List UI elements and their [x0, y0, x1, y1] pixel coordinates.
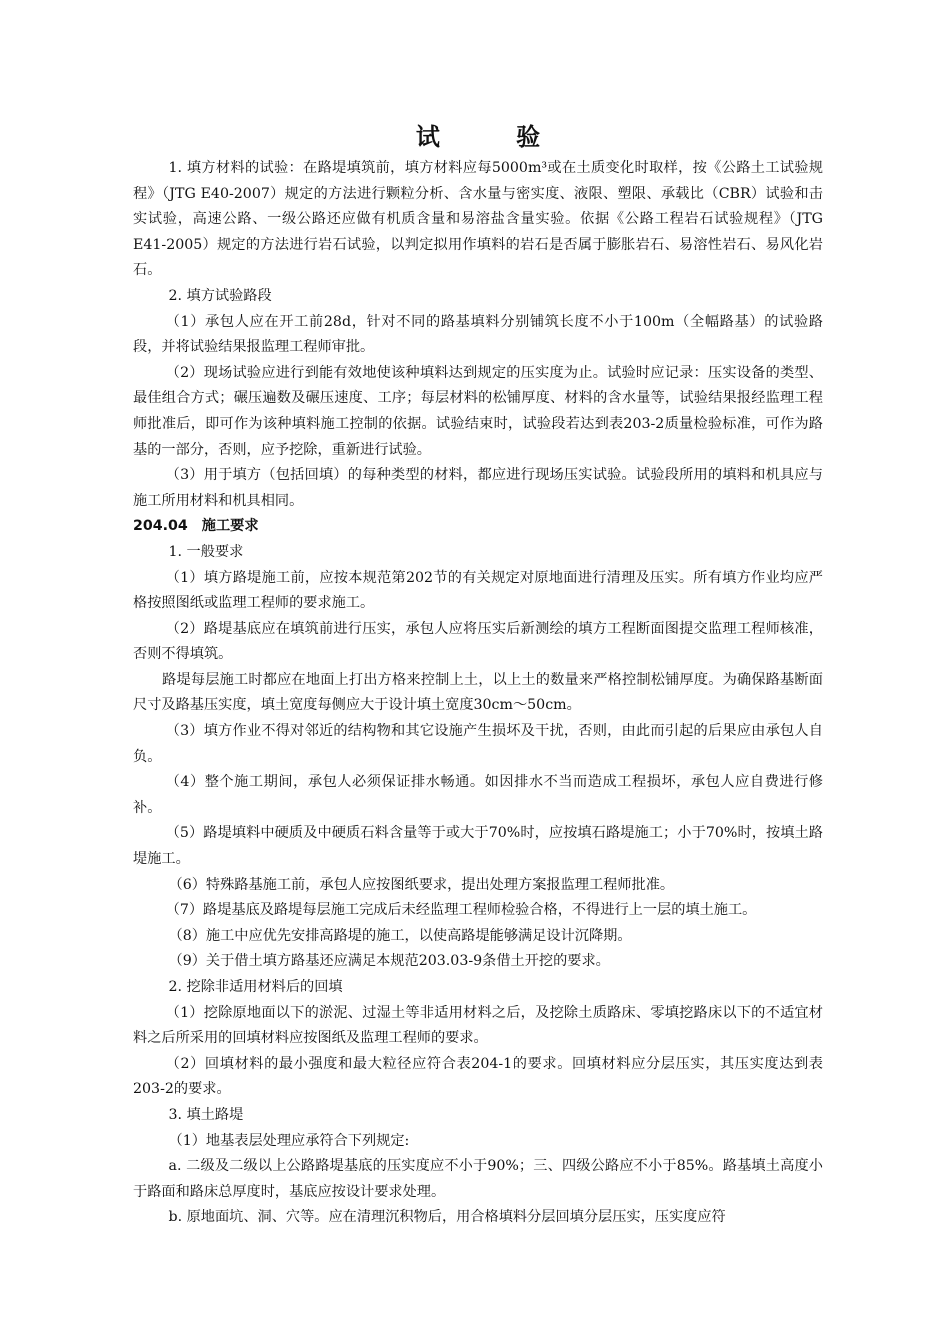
- paragraph-fill-material-test: 1. 填方材料的试验：在路堤填筑前，填方材料应每5000m³或在土质变化时取样，按《公路土工试验规程》（JTG E40-2007）规定的方法进行颗粒分析、含水量与密实度、液限、塑限、承载比（CBR）试验和击实试验，高速公路、一级公路还应做有机质含量和易溶盐含量实验。依据《公路工程岩石试验规程》（JTG E41-2005）规定的方法进行岩石试验，以判定拟用作填料的岩石是否属于膨胀岩石、易溶性岩石、易风化岩石。: [133, 160, 823, 279]
- paragraph-embankment-a: a. 二级及二级以上公路路堤基底的压实度应不小于90%；三、四级公路应不小于85%。路基填土高度小于路面和路床总厚度时，基底应按设计要求处理。: [133, 1158, 823, 1200]
- paragraph-embankment-b: b. 原地面坑、洞、穴等。应在清理沉积物后，用合格填料分层回填分层压实，压实度应符: [168, 1209, 726, 1226]
- paragraph-test-section-3: （3）用于填方（包括回填）的每种类型的材料，都应进行现场压实试验。试验段所用的填料和机具应与施工所用材料和机具相同。: [133, 467, 823, 509]
- paragraph-general-1: （1）填方路堤施工前，应按本规范第202节的有关规定对原地面进行清理及压实。所有填方作业均应严格按照图纸或监理工程师的要求施工。: [133, 569, 823, 612]
- paragraph-embankment-1: （1）地基表层处理应承符合下列规定:: [168, 1132, 410, 1149]
- paragraph-backfill-heading: 2. 挖除非适用材料后的回填: [168, 979, 343, 995]
- document-title: 试 验: [415, 123, 575, 151]
- paragraph-general-6: （6）特殊路基施工前，承包人应按图纸要求，提出处理方案报监理工程师批准。: [168, 876, 675, 893]
- paragraph-general-4: （4）整个施工期间，承包人必须保证排水畅通。如因排水不当而造成工程损坏，承包人应自费进行修补。: [133, 774, 823, 816]
- paragraph-general-8: （8）施工中应优先安排高路堤的施工，以使高路堤能够满足设计沉降期。: [168, 927, 632, 944]
- paragraph-general-2: （2）路堤基底应在填筑前进行压实，承包人应将压实后新测绘的填方工程断面图提交监理工程师核准，否则不得填筑。: [133, 620, 823, 663]
- paragraph-test-section-1: （1）承包人应在开工前28d，针对不同的路基填料分别铺筑长度不小于100m（全幅路基）的试验路段，并将试验结果报监理工程师审批。: [133, 313, 823, 356]
- paragraph-general-7: （7）路堤基底及路堤每层施工完成后未经监理工程师检验合格，不得进行上一层的填土施工。: [165, 902, 757, 919]
- section-number: 204.04: [133, 518, 188, 535]
- paragraph-general-requirements: 1. 一般要求: [168, 543, 244, 560]
- paragraph-test-section-heading: 2. 填方试验路段: [168, 287, 272, 304]
- paragraph-general-9: （9）关于借土填方路基还应满足本规范203.03-9条借土开挖的要求。: [168, 953, 610, 970]
- paragraph-backfill-1: （1）挖除原地面以下的淤泥、过湿土等非适用材料之后，及挖除土质路床、零填挖路床以下的不适宜材料之后所采用的回填材料应按图纸及监理工程师的要求。: [133, 1004, 823, 1047]
- paragraph-test-section-2: （2）现场试验应进行到能有效地使该种填料达到规定的压实度为止。试验时应记录：压实设备的类型、最佳组合方式；碾压遍数及碾压速度、工序；每层材料的松铺厚度、材料的含水量等，试验结果报经监理工程师批准后，即可作为该种填料施工控制的依据。试验结束时，试验段若达到表203-2质量检验标准，可作为路基的一部分，否则，应予挖除，重新进行试验。: [133, 364, 823, 458]
- document-page: [133, 118, 823, 1231]
- paragraph-embankment-heading: 3. 填土路堤: [168, 1106, 244, 1123]
- section-heading: [133, 514, 823, 540]
- paragraph-general-3: （3）填方作业不得对邻近的结构物和其它设施产生损坏及干扰，否则，由此而引起的后果应由承包人自负。: [133, 723, 823, 765]
- paragraph-general-5: （5）路堤填料中硬质及中硬质石料含量等于或大于70%时，应按填石路堤施工；小于70%时，按填土路堤施工。: [133, 825, 823, 868]
- paragraph-layer-control: 路堤每层施工时都应在地面上打出方格来控制上土，以上土的数量来严格控制松铺厚度。为确保路基断面尺寸及路基压实度，填土宽度每侧应大于设计填土宽度30cm～50cm。: [133, 671, 823, 714]
- section-title: 施工要求: [201, 518, 259, 535]
- paragraph-backfill-2: （2）回填材料的最小强度和最大粒径应符合表204-1的要求。回填材料应分层压实，其压实度达到表203-2的要求。: [133, 1055, 823, 1098]
